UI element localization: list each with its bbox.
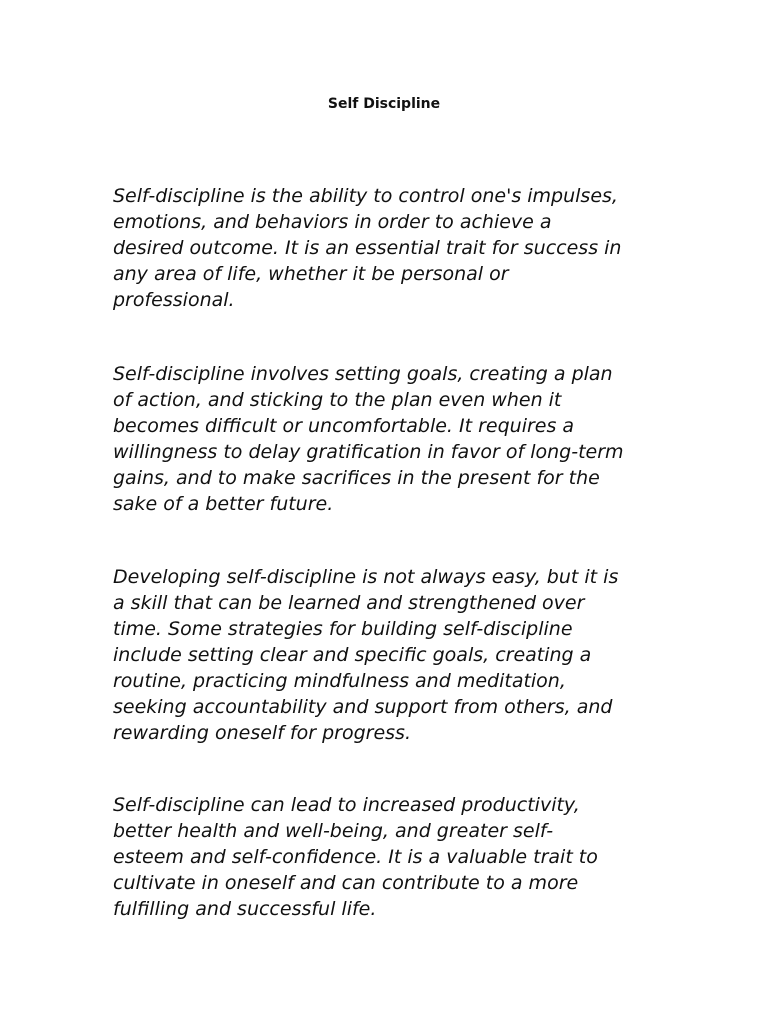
paragraph-line: gains, and to make sacrifices in the present for the [113,467,600,489]
paragraph-line: rewarding oneself for progress. [113,722,411,744]
paragraph-line: Developing self-discipline is not always easy, but it is [113,566,619,588]
paragraph-line: include setting clear and specific goals, creating a [113,644,592,666]
paragraph-line: becomes difficult or uncomfortable. It requires a [113,415,575,437]
paragraph-line: emotions, and behaviors in order to achieve a [113,211,552,233]
paragraph-line: Self-discipline involves setting goals, creating a plan [113,363,613,385]
paragraph-line: sake of a better future. [113,493,334,515]
paragraph-line: better health and well-being, and greater self- [113,820,554,842]
document-title: Self Discipline [327,96,441,112]
paragraph-line: of action, and sticking to the plan even when it [113,389,562,411]
paragraph-line: Self-discipline can lead to increased productivity, [113,794,580,816]
paragraph-line: desired outcome. It is an essential trait for success in [113,237,622,259]
paragraph-definition [113,183,658,313]
paragraph-line: esteem and self-confidence. It is a valuable trait to [113,846,598,868]
paragraph-line: routine, practicing mindfulness and meditation, [113,670,566,692]
paragraph-line: fulfilling and successful life. [113,898,377,920]
paragraph-developing [113,564,658,746]
paragraph-involves [113,361,658,517]
paragraph-line: willingness to delay gratification in favor of long-term [113,441,624,463]
paragraph-line: time. Some strategies for building self-discipline [113,618,573,640]
paragraph-line: a skill that can be learned and strengthened over [113,592,585,614]
paragraph-line: any area of life, whether it be personal or [113,263,509,285]
paragraph-benefits [113,792,658,922]
paragraph-line: professional. [113,289,235,311]
paragraph-line: seeking accountability and support from others, and [113,696,613,718]
paragraph-line: Self-discipline is the ability to control one's impulses, [113,185,618,207]
paragraph-line: cultivate in oneself and can contribute to a more [113,872,579,894]
